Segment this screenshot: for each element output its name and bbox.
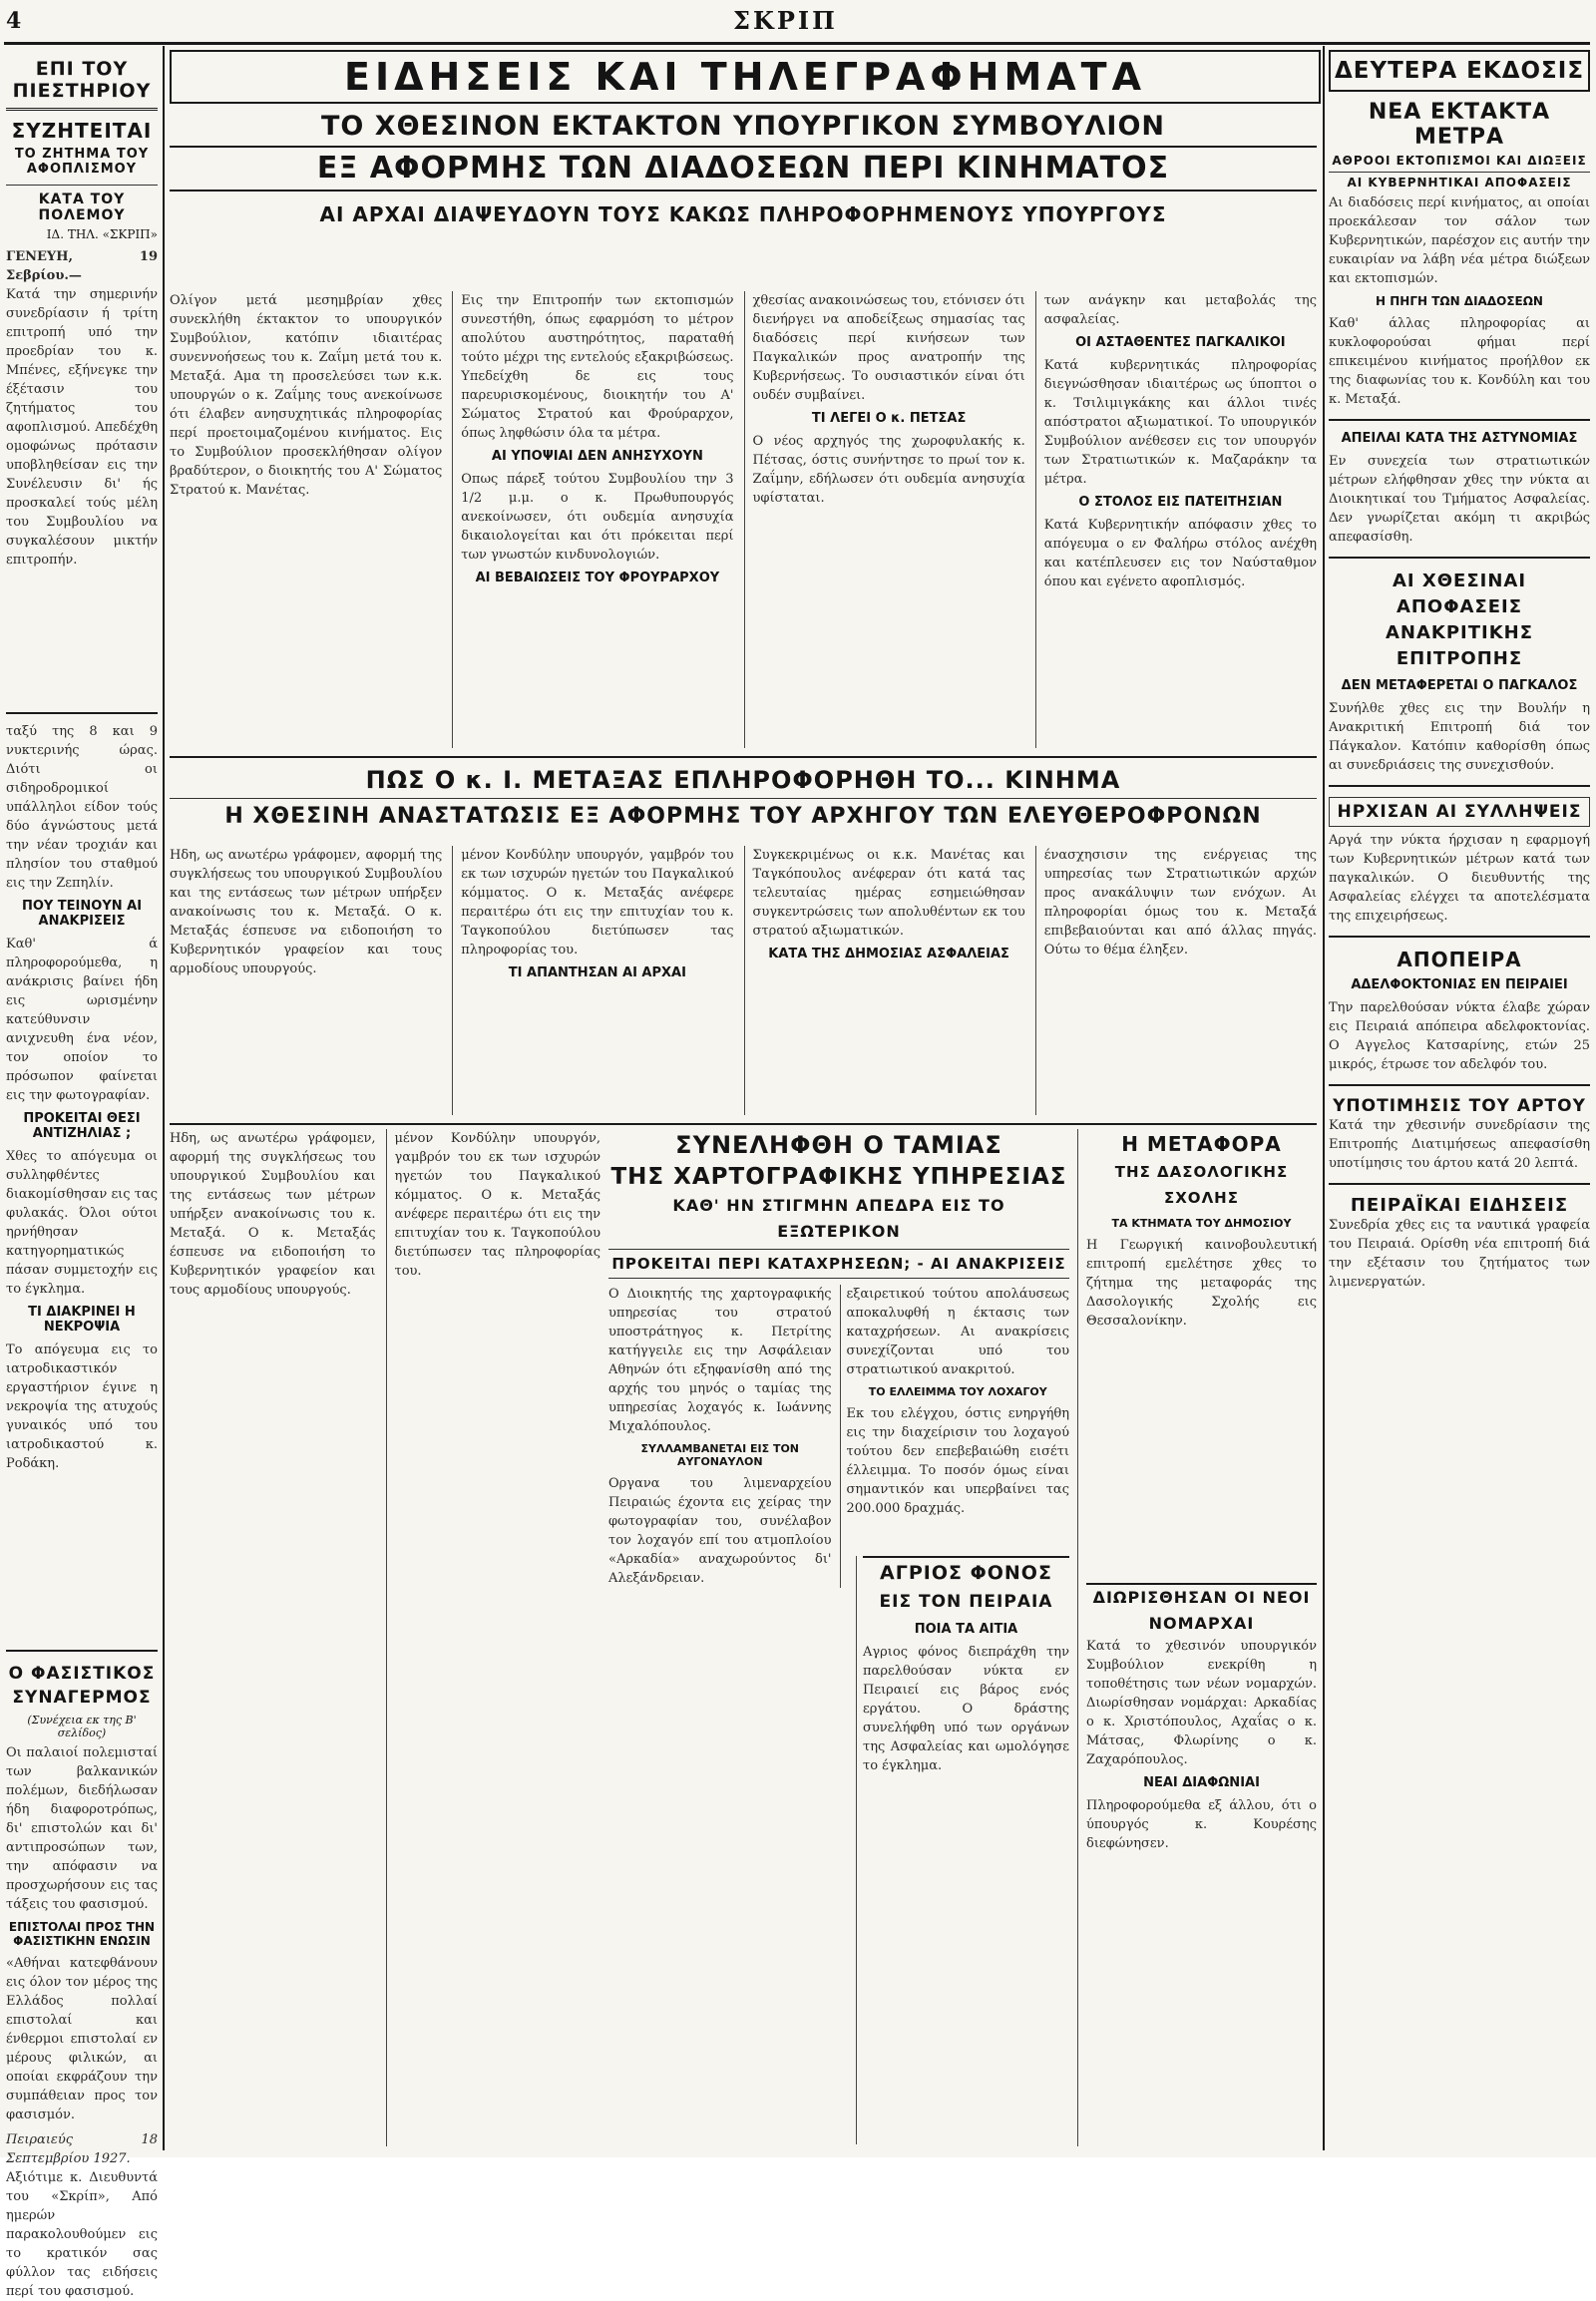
page-number: 4 <box>6 8 22 34</box>
story2-sub1: ΠΟΥ ΤΕΙΝΟΥΝ ΑΙ ΑΝΑΚΡΙΣΕΙΣ <box>21 899 143 929</box>
center-mid-headlines <box>170 762 1317 842</box>
story2-text: ταξύ της 8 και 9 νυκτερινής ώρας. Διότι οι σιδηροδρομικοί υπάλληλοι είδον τούς δύο άγνώστους μετά την νέαν τροχιάν και πλησίον του σταθμού εις την Ζεπηλίν. <box>6 724 158 891</box>
right-rule-3 <box>1329 785 1590 787</box>
right-story3-sub: ΔΕΝ ΜΕΤΑΦΕΡΕΤΑΙ Ο ΠΑΓΚΑΛΟΣ <box>1341 678 1578 693</box>
story2-text2: Καθ' ά πληροφορούμεθα, η ανάκρισις βαίνει ήδη εις ωρισμένην κατεύθυνσιν ανιχνευθη ένα νέον, τον οποίον το πρόσωπον φαίνεται εις την φωτογραφίαν. <box>6 937 158 1103</box>
right-story4-title: ΗΡΧΙΣΑΝ ΑΙ ΣΥΛΛΗΨΕΙΣ <box>1329 797 1590 827</box>
nomarchs-sub: ΔΙΩΡΙΣΘΗΣΑΝ ΟΙ ΝΕΟΙ ΝΟΜΑΡΧΑΙ <box>1086 1583 1317 1637</box>
left-column-header: ΕΠΙ ΤΟΥ ΠΙΕΣΤΗΡΙΟΥ <box>6 50 158 111</box>
right-column-header: ΔΕΥΤΕΡΑ ΕΚΔΟΣΙΣ <box>1329 50 1590 92</box>
center-top-col2-sub: ΑΙ ΥΠΟΨΙΑΙ ΔΕΝ ΑΝΗΣΥΧΟΥΝ <box>491 449 703 464</box>
right-story1-text2: Καθ' άλλας πληροφορίας αι κυκλοφορούσαι φήμαι περί επικειμένου κινήματος προήλθον εκ της διαφωνίας του κ. Κονδύλη και του κ. Μεταξά. <box>1329 316 1590 407</box>
murder-text: Αγριος φόνος διεπράχθη την παρελθούσαν νύκτα εν Πειραιεί εις βάρος ενός εργάτου. Ο δράστης συνελήφθη υπό των οργάνων της Ασφαλείας και ωμολόγησε το έγκλημα. <box>863 1645 1069 1773</box>
right-story1-sub3: Η ΠΗΓΗ ΤΩΝ ΔΙΑΔΟΣΕΩΝ <box>1376 294 1543 308</box>
tamias-col2-sub: ΤΟ ΕΛΛΕΙΜΜΑ ΤΟΥ ΛΟΧΑΓΟΥ <box>868 1385 1047 1398</box>
story2-text3: Χθες το απόγευμα οι συλληφθέντες διακομίσθησαν εις τας φυλακάς. Όλοι ούτοι ηρνήθησαν κατηγορηματικώς πάσαν συμμετοχήν εις το έγκλημα. <box>6 1149 158 1297</box>
story2-sub2: ΠΡΟΚΕΙΤΑΙ ΘΕΣΙ ΑΝΤΙΖΗΛΙΑΣ ; <box>23 1111 141 1141</box>
story3-date: Πειραιεύς 18 Σεπτεμβρίου 1927. <box>6 2132 158 2166</box>
center-mid-col4 <box>1035 846 1317 1115</box>
story1-kicker: ΣΥΖΗΤΕΙΤΑΙ <box>11 119 153 143</box>
right-story4-text: Αργά την νύκτα ήρχισαν η εφαρμογή των Κυβερνητικών μέτρων κατά των παγκαλικών. Ο διευθυντής της Ασφαλείας ελέγχει τα αποτελέσματα της επιχειρήσεως. <box>1329 833 1590 924</box>
center-top-col3 <box>744 291 1025 748</box>
center-top-col4-text: των ανάγκην και μεταβολάς της ασφαλείας. <box>1043 293 1317 327</box>
center-mid-col2-sub: ΤΙ ΑΠΑΝΤΗΣΑΝ ΑΙ ΑΡΧΑΙ <box>508 965 686 980</box>
right-story2-text: Εν συνεχεία των στρατιωτικών μέτρων ελήφθησαν χθες την νύκτα αι Διοικητικαί του Τμήματος Ασφαλείας. Δεν γνωρίζεται ακόμη τι ακριβώς απεφασίσθη. <box>1329 454 1590 545</box>
tamias-headline3: ΚΑΘ' ΗΝ ΣΤΙΓΜΗΝ ΑΠΕΔΡΑ ΕΙΣ ΤΟ ΕΞΩΤΕΡΙΚΟΝ <box>672 1196 1005 1241</box>
center-top-col3-sub: ΤΙ ΛΕΓΕΙ Ο κ. ΠΕΤΣΑΣ <box>811 411 967 426</box>
center-top-col1 <box>170 291 442 748</box>
right-rule-5 <box>1329 1084 1590 1086</box>
center-top-col3-text2: Ο νέος αρχηγός της χωροφυλακής κ. Πέτσας, όστις συνήντησε το πρωί τον κ. Ζαΐμην, εδήλωσεν ότι ουδεμία ανησυχία υφίσταται. <box>752 434 1025 506</box>
right-story7-title: ΠΕΙΡΑΪΚΑΙ ΕΙΔΗΣΕΙΣ <box>1350 1195 1569 1216</box>
story1-title: ΤΟ ΖΗΤΗΜΑ ΤΟΥ ΑΦΟΠΛΙΣΜΟΥ <box>14 147 150 177</box>
center-top-subhead: ΑΙ ΑΡΧΑΙ ΔΙΑΨΕΥΔΟΥΝ ΤΟΥΣ ΚΑΚΩΣ ΠΛΗΡΟΦΟΡΗΜΕΝΟΥΣ ΥΠΟΥΡΓΟΥΣ <box>319 202 1167 226</box>
center-mid-col3 <box>744 846 1025 1115</box>
right-story5-text: Την παρελθούσαν νύκτα έλαβε χώραν εις Πειραιά απόπειρα αδελφοκτονίας. Ο Αγγελος Κατσαρίνης, ετών 25 μικρός, έτρωσε τον αδελφόν του. <box>1329 1000 1590 1072</box>
right-story1-title: ΝΕΑ ΕΚΤΑΚΤΑ ΜΕΤΡΑ <box>1368 100 1551 150</box>
right-rule-6 <box>1329 1183 1590 1185</box>
right-story1-sub: ΑΘΡΟΟΙ ΕΚΤΟΠΙΣΜΟΙ ΚΑΙ ΔΙΩΞΕΙΣ <box>1332 154 1587 168</box>
right-rule-4 <box>1329 936 1590 938</box>
center-mid-headline1: ΠΩΣ Ο κ. Ι. ΜΕΤΑΞΑΣ ΕΠΛΗΡΟΦΟΡΗΘΗ ΤΟ... ΚΙΝΗΜΑ <box>365 766 1121 794</box>
column-divider-left <box>163 46 165 2150</box>
center-bottom-left-col1-text: Ηδη, ως ανωτέρω γράφομεν, αφορμή της συγκλήσεως του υπουργικού Συμβουλίου και της εντάσεως των μέτρων υπήρξεν ανακοίνωσις του κ. Μεταξά. Ο κ. Μεταξάς έσπευσε να ειδοποιήση το Κυβερνητικόν γραφείον και τους αρμοδίους υπουργούς. <box>170 1131 376 1298</box>
right-column <box>1329 50 1590 2144</box>
center-bottom-left-cols <box>170 1129 600 2146</box>
tamias-subhead: ΠΡΟΚΕΙΤΑΙ ΠΕΡΙ ΚΑΤΑΧΡΗΣΕΩΝ; - ΑΙ ΑΝΑΚΡΙΣΕΙΣ <box>608 1249 1069 1279</box>
center-mid-body <box>170 846 1317 1115</box>
center-top-col4-sub2: Ο ΣΤΟΛΟΣ ΕΙΣ ΠΑΤΕΙΤΗΣΙΑΝ <box>1078 495 1283 510</box>
center-top-headlines <box>170 108 1317 289</box>
tamias-col2-text: εξαιρετικού τούτου απολάυσεως αποκαλυφθή η έκτασις των καταχρήσεων. Αι ανακρίσεις συνεχίζονται υπό του στρατιωτικού ανακριτού. <box>846 1287 1069 1377</box>
right-rule-1 <box>1329 419 1590 421</box>
center-mid-col2 <box>452 846 733 1115</box>
left-story-rule <box>6 712 158 714</box>
story1-text: Κατά την σημερινήν συνεδρίασιν ή τρίτη επιτροπή υπό την προεδρίαν του κ. Μπένες, εξήνεγκε την έξέτασιν του ζητήματος του αφοπλισμού. Απεδέχθη ομοφώνως πρότασιν υποβληθείσαν εις την Συνέλευσιν δι' ής προσκαλεί τούς μέλη του Συμβουλίου να συγκαλέσουν μικτήν επιτροπήν. <box>6 287 158 568</box>
right-story3-text: Συνήλθε χθες εις την Βουλήν η Ανακριτική Επιτροπή διά τον Πάγκαλον. Κατόπιν καθορίσθη όπως αι συνεδριάσεις της συνεχισθούν. <box>1329 701 1590 773</box>
story3-note: (Συνέχεια εκ της Β' σελίδος) <box>27 1714 137 1739</box>
story1-sub: ΚΑΤΑ ΤΟΥ ΠΟΛΕΜΟΥ <box>6 185 158 223</box>
right-story6-text: Κατά την χθεσινήν συνεδρίασιν της Επιτροπής Διατιμήσεως απεφασίσθη υποτίμησις του άρτου κατά 20 λεπτά. <box>1329 1118 1590 1171</box>
masthead-rule <box>4 42 1590 45</box>
story1-credit: ΙΔ. ΤΗΛ. «ΣΚΡΙΠ» <box>46 227 158 241</box>
nomarchs-text: Κατά το χθεσινόν υπουργικόν Συμβούλιον ενεκρίθη η τοποθέτησις των νέων νομαρχών. Διωρίσθησαν νομάρχαι: Αρκαδίας ο κ. Χριστόπουλος, Αχαΐας ο κ. Μάτσας, Φλωρίνης ο κ. Ζαχαρόπουλος. <box>1086 1639 1317 1767</box>
story3-text3: Αξιότιμε κ. Διευθυντά του «Σκρίπ», Από ημερών παρακολουθούμεν εις το κρατικόν σας φύλλον τας ειδήσεις περί του φασισμού. <box>6 2170 158 2299</box>
nomarchs-sub2: ΝΕΑΙ ΔΙΑΦΩΝΙΑΙ <box>1143 1775 1260 1790</box>
right-rule-2 <box>1329 557 1590 559</box>
right-story7-text: Συνεδρία χθες εις τα ναυτικά γραφεία του Πειραιά. Ορίσθη νέα επιτροπή διά την εξέτασιν του ζητήματος των λιμενεργατών. <box>1329 1218 1590 1290</box>
right-story5-sub: ΑΔΕΛΦΟΚΤΟΝΙΑΣ ΕΝ ΠΕΙΡΑΙΕΙ <box>1351 977 1568 992</box>
murder-story <box>856 1556 1069 2144</box>
center-mid-headline2: Η ΧΘΕΣΙΝΗ ΑΝΑΣΤΑΤΩΣΙΣ ΕΞ ΑΦΟΡΜΗΣ ΤΟΥ ΑΡΧΗΓΟΥ ΤΩΝ ΕΛΕΥΘΕΡΟΦΡΟΝΩΝ <box>170 798 1317 835</box>
center-mid-col4-text: ένασχησισιν της ενέργειας της υπηρεσίας των Στρατιωτικών αρχών προς ανακάλυψιν των ενόχων. Αι πληροφορίαι όμως του κ. Μεταξά επιβεβαιούνται και από άλλας πηγάς. Ούτω το θέμα έληξεν. <box>1043 848 1317 958</box>
forestry-story <box>1077 1129 1317 2146</box>
story3-sub: ΕΠΙΣΤΟΛΑΙ ΠΡΟΣ ΤΗΝ ΦΑΣΙΣΤΙΚΗΝ ΕΝΩΣΙΝ <box>8 1920 156 1948</box>
murder-headline1: ΑΓΡΙΟΣ ΦΟΝΟΣ <box>863 1556 1069 1588</box>
center-top-col4 <box>1035 291 1317 748</box>
forestry-headline2: ΤΗΣ ΔΑΣΟΛΟΓΙΚΗΣ ΣΧΟΛΗΣ <box>1114 1163 1289 1207</box>
center-top-col2 <box>452 291 733 748</box>
forestry-headline1: Η ΜΕΤΑΦΟΡΑ <box>1121 1132 1282 1156</box>
tamias-col2-text2: Εκ του ελέγχου, όστις ενηργήθη εις την διαχείρισιν του λοχαγού τούτου δεν επεβεβαιώθη εισέτι έλλειμμα. Το ποσόν όμως είναι σημαντικόν και υπερβαίνει τας 200.000 δραχμάς. <box>846 1406 1069 1516</box>
center-top-col2-sub2: ΑΙ ΒΕΒΑΙΩΣΕΙΣ ΤΟΥ ΦΡΟΥΡΑΡΧΟΥ <box>475 571 720 585</box>
paper-name: ΣΚΡΙΠ <box>733 6 838 35</box>
center-top-col4-text2: Κατά κυβερνητικάς πληροφορίας διεγνώσθησαν ιδιαιτέρως ως ύποπτοι ο κ. Τσιλιμιγκάκης και άλλοι τινές απόστρατοι αξιωματικοί. Το υπουργικόν Συμβούλιον ανέθεσεν εις τον υπουργόν των Στρατιωτικών κ. Μαζαράκην τα μέτρα. <box>1043 358 1317 487</box>
center-mid-col2-text: μένον Κονδύλην υπουργόν, γαμβρόν του εκ των ισχυρών ηγετών του Παγκαλικού κόμματος. Ο κ. Μεταξάς ανέφερε περαιτέρω ότι εις την επιτυχίαν του κ. Ταγκοπούλου διετύπωσεν τας πληροφορίας του. <box>461 848 734 958</box>
tamias-col1 <box>608 1285 832 1588</box>
center-top-body <box>170 291 1317 748</box>
center-top-col4-text3: Κατά Κυβερνητικήν απόφασιν χθες το απόγευμα ο εν Φαλήρω στόλος ανέχθη και κατέπλευσεν εις τον Ναύσταθμον όπου και εγένετο αφοπλισμός. <box>1043 518 1317 589</box>
murder-sub: ΠΟΙΑ ΤΑ ΑΙΤΙΑ <box>914 1622 1018 1637</box>
story2-text4: Το απόγευμα εις το ιατροδικαστικόν εργαστήριον έγινε η νεκροψία της ατυχούς γυναικός υπό του ιατροδικαστού κ. Ροδάκη. <box>6 1342 158 1471</box>
center-bottom-left-col1 <box>170 1129 376 2146</box>
center-mid-col1-text: Ηδη, ως ανωτέρω γράφομεν, αφορμή της συγκλήσεως του υπουργικού Συμβουλίου και της εντάσεως των μέτρων υπήρξεν ανακοίνωσις του κ. Μεταξά. Ο κ. Μεταξάς έσπευσε να ειδοποιήση το Κυβερνητικόν γραφείον και τους αρμοδίους υπουργούς. <box>170 848 443 976</box>
center-top-col4-sub: ΟΙ ΑΣΤΑΘΕΝΤΕΣ ΠΑΓΚΑΛΙΚΟΙ <box>1075 335 1286 350</box>
center-mid-rule <box>170 756 1317 758</box>
center-bottom-left-col2-text: μένον Κονδύλην υπουργόν, γαμβρόν του εκ των ισχυρών ηγετών του Παγκαλικού κόμματος. Ο κ. Μεταξάς ανέφερε περαιτέρω ότι εις την επιτυχίαν του κ. Ταγκοπούλου διετύπωσεν τας πληροφορίας του. <box>394 1131 600 1279</box>
right-story6-title: ΥΠΟΤΙΜΗΣΙΣ ΤΟΥ ΑΡΤΟΥ <box>1333 1096 1586 1116</box>
tamias-headline1: ΣΥΝΕΛΗΦΘΗ Ο ΤΑΜΙΑΣ <box>675 1131 1002 1159</box>
story3-text: Οι παλαιοί πολεμισταί των βαλκανικών πολέμων, διεδήλωσαν ήδη διαφοροτρόπως, δι' επιστολών και δι' αντιπροσώπων των, την απόφασιν να προσχωρήσουν εις τας τάξεις του φασισμού. <box>6 1745 158 1912</box>
right-story1-sub2: ΑΙ ΚΥΒΕΡΝΗΤΙΚΑΙ ΑΠΟΦΑΣΕΙΣ <box>1329 172 1590 190</box>
tamias-col2 <box>840 1285 1070 1588</box>
forestry-text: Η Γεωργική καινοβουλευτική επιτροπή εμελέτησε χθες το ζήτημα της μεταφοράς της Δασολογικής Σχολής εις Θεσσαλονίκην. <box>1086 1238 1317 1329</box>
main-banner: ΕΙΔΗΣΕΙΣ ΚΑΙ ΤΗΛΕΓΡΑΦΗΜΑΤΑ <box>344 55 1146 99</box>
story2-sub3: ΤΙ ΔΙΑΚΡΙΝΕΙ Η ΝΕΚΡΟΨΙΑ <box>28 1305 136 1335</box>
right-story5-title: ΑΠΟΠΕΙΡΑ <box>1396 948 1522 971</box>
center-top-col2-text: Εις την Επιτροπήν των εκτοπισμών συνεστήθη, όπως εφαρμόση το μέτρον απολύτου αυστηρότητος, παραταθή τούτο μέχρι της εντελούς εξακριβώσεως. Υπεδείχθη δε εις τους παρευρισκομένους, διοικητήν του Α' Σώματος Στρατού και Φρούραρχον, όπως ληφθώσιν όλα τα μέτρα. <box>461 293 734 441</box>
right-story2-title: ΑΠΕΙΛΑΙ ΚΑΤΑ ΤΗΣ ΑΣΤΥΝΟΜΙΑΣ <box>1341 431 1578 446</box>
right-story1-text: Αι διαδόσεις περί κινήματος, αι οποίαι προεκάλεσαν τον σάλον των Κυβερνητικών, παρέσχον εις αυτήν την ευκαιρίαν να λάβη νέα μέτρα διώξεων και εκτοπισμών. <box>1329 195 1590 286</box>
left-story-rule-2 <box>6 1650 158 1652</box>
center-mid-col3-text: Συγκεκριμένως οι κ.κ. Μανέτας και Ταγκόπουλος ανέφεραν ότι κατά τας τελευταίας ημέρας εσημειώθησαν συγκεντρώσεις των απολυθέντων εκ του στρατού αξιωματικών. <box>752 848 1025 939</box>
tamias-col1-text2: Οργανα του λιμεναρχείου Πειραιώς έχοντα εις χείρας την φωτογραφίαν του, συνέλαβον τον λοχαγόν επί του ατμοπλοίου «Αρκαδία» αναχωρούντος δι' Αλεξάνδρειαν. <box>608 1476 832 1586</box>
story3-text2: «Αθήναι κατεφθάνουν εις όλον τον μέρος της Ελλάδος πολλαί επιστολαί και ένθερμοι επιστολαί εν μέρους φιλικών, αι οποίαι εκφράζουν την συμπάθειαν προς τον φασισμόν. <box>6 1956 158 2122</box>
center-top-headline1: ΤΟ ΧΘΕΣΙΝΟΝ ΕΚΤΑΚΤΟΝ ΥΠΟΥΡΓΙΚΟΝ ΣΥΜΒΟΥΛΙΟΝ <box>321 111 1165 142</box>
left-column <box>6 50 158 2299</box>
murder-headline2: ΕΙΣ ΤΟΝ ΠΕΙΡΑΙΑ <box>879 1592 1053 1612</box>
center-top-col2-text2: Οπως πάρεξ τούτου Συμβουλίου την 3 1/2 μ.μ. ο κ. Πρωθυπουργός ανεκοίνωσεν, ότι ουδεμία ανησυχία δικαιολογείται και ότι πρόκειται περί των γνωστών κινδυνολογιών. <box>461 472 734 563</box>
right-story3-title: ΑΙ ΧΘΕΣΙΝΑΙ ΑΠΟΦΑΣΕΙΣ ΑΝΑΚΡΙΤΙΚΗΣ ΕΠΙΤΡΟΠΗΣ <box>1385 571 1534 669</box>
nomarchs-text2: Πληροφορούμεθα εξ άλλου, ότι ο ύπουργός κ. Κουρέσης διεφώνησεν. <box>1086 1798 1317 1851</box>
center-top-headline2: ΕΞ ΑΦΟΡΜΗΣ ΤΩΝ ΔΙΑΔΟΣΕΩΝ ΠΕΡΙ ΚΙΝΗΜΑΤΟΣ <box>170 146 1317 192</box>
story3-title: Ο ΦΑΣΙΣΤΙΚΟΣ ΣΥΝΑΓΕΡΜΟΣ <box>8 1664 156 1708</box>
story1-dateline: ΓΕΝΕΥΗ, 19 Σεβρίου.— <box>6 249 158 283</box>
main-banner-box <box>170 50 1321 104</box>
tamias-headline2: ΤΗΣ ΧΑΡΤΟΓΡΑΦΙΚΗΣ ΥΠΗΡΕΣΙΑΣ <box>610 1164 1067 1190</box>
forestry-sub: ΤΑ ΚΤΗΜΑΤΑ ΤΟΥ ΔΗΜΟΣΙΟΥ <box>1111 1217 1292 1230</box>
center-mid-col1 <box>170 846 442 1115</box>
center-top-col3-text: χθεσίας ανακοινώσεως του, ετόνισεν ότι διενήργει να αποδείξεως σημασίας τας διαδόσεις περί κινήσεων των Παγκαλικών προς ανατροπήν της Κυβερνήσεως. Το ουσιαστικόν είναι ότι ουδέν συμβαίνει. <box>752 293 1025 403</box>
tamias-col1-text: Ο Διοικητής της χαρτογραφικής υπηρεσίας του στρατού υποστράτηγος κ. Πετρίτης κατήγγειλε εις την Ασφάλειαν Αθηνών ότι εξηφανίσθη από της αρχής του μηνός ο ταμίας της υπηρεσίας λοχαγός κ. Ιωάννης Μιχαλόπουλος. <box>608 1287 832 1434</box>
tamias-columns <box>608 1285 1069 1588</box>
center-bottom-left-col2 <box>386 1129 601 2146</box>
center-top-col1-text: Ολίγον μετά μεσημβρίαν χθες συνεκλήθη έκτακτον το υπουργικόν Συμβούλιον, κατόπιν ιδιαιτέρας συνεννοήσεως του κ. Ζαΐμη μετά του κ. Μεταξά. Αμα τη προσελεύσει των κ.κ. υπουργών ο κ. Ζαΐμης τους ανεκοίνωσε ότι έλαβεν ανησυχητικάς πληροφορίας περί προετοιμαζομένου κινήματος. Εις το Συμβούλιον προσεκλήθησαν ολίγον βραδύτερον, ο διοικητής του Α' Σώματος Στρατού κ. Μανέτας. <box>170 293 443 498</box>
column-divider-right <box>1323 46 1325 2150</box>
center-bottom-rule <box>170 1123 1317 1125</box>
center-mid-col3-sub: ΚΑΤΑ ΤΗΣ ΔΗΜΟΣΙΑΣ ΑΣΦΑΛΕΙΑΣ <box>768 947 1009 961</box>
tamias-col1-sub: ΣΥΛΛΑΜΒΑΝΕΤΑΙ ΕΙΣ ΤΟΝ ΑΥΓΟΝΑΥΛΟΝ <box>640 1442 800 1468</box>
